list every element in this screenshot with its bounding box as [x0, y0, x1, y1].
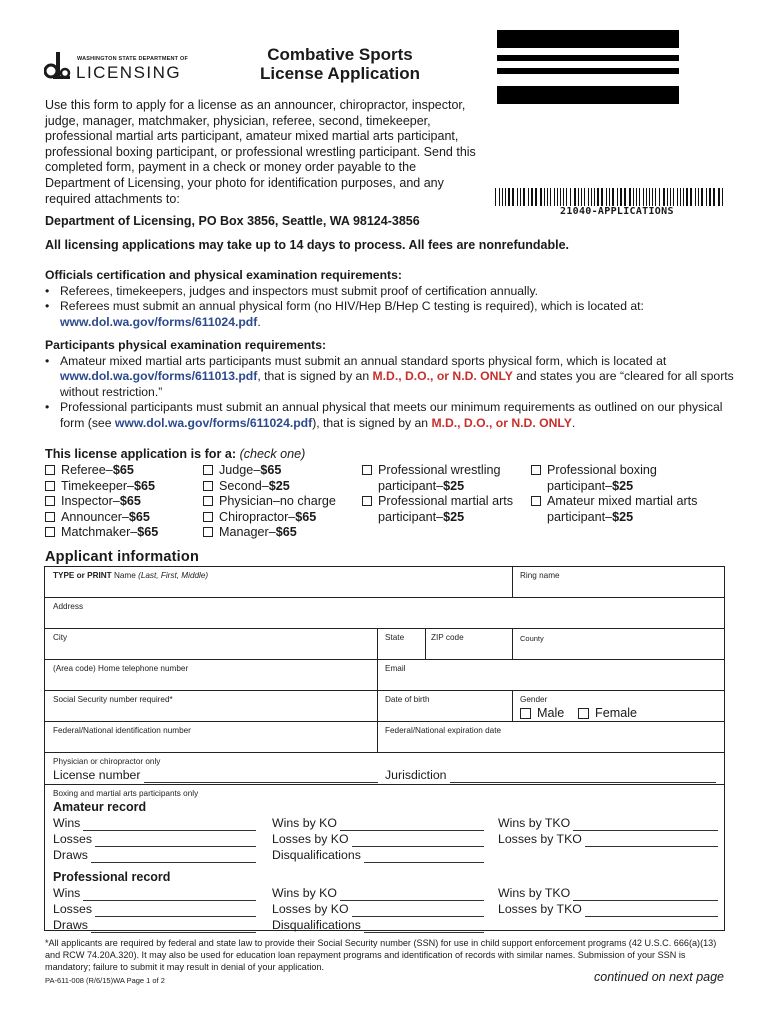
option-name: Matchmaker–	[61, 525, 138, 539]
female-label: Female	[595, 706, 637, 720]
option-fee: $65	[275, 525, 297, 539]
barcode-bar	[578, 188, 579, 206]
option-fee: $65	[112, 463, 134, 477]
barcode-bar	[554, 188, 555, 206]
license-option[interactable]	[203, 525, 353, 541]
barcode-bar	[706, 188, 707, 206]
male-checkbox[interactable]	[520, 708, 531, 719]
barcode-bar	[520, 188, 521, 206]
amateur-record-field[interactable]	[53, 815, 256, 831]
barcode-bar	[560, 188, 561, 206]
option-fee: $65	[260, 463, 282, 477]
license-col-4	[531, 463, 721, 525]
officials-bullet-1-text: Referees, timekeepers, judges and inspectors must submit proof of certification annually.	[60, 283, 539, 298]
intro-paragraph: Use this form to apply for a license as an announcer, chiropractor, inspector, judge, manager, matchmaker, physician, referee, second, timekeeper, professional martial arts participant, amateur mixed martial arts participant, professional boxing participant, or professional wrestling participant. Send this completed form, payment in a check or money order payable to the Department of Licensing, your photo for identification purposes, and any required attachments to:	[45, 98, 476, 206]
license-option[interactable]	[362, 494, 522, 525]
continued-note: continued on next page	[594, 970, 724, 984]
participants-bullet-1-text	[60, 354, 740, 401]
professional-record-line[interactable]	[352, 905, 484, 917]
option-checkbox[interactable]	[531, 465, 541, 475]
participants-b1-red: M.D., D.O., or N.D. ONLY	[372, 369, 513, 383]
professional-record-line[interactable]	[585, 905, 718, 917]
barcode-bar	[581, 188, 582, 206]
amateur-record-line[interactable]	[95, 835, 256, 847]
barcode-bar	[683, 188, 684, 206]
barcode-bar	[512, 188, 514, 206]
option-name: Professional wrestling	[378, 463, 501, 477]
barcode-bar	[540, 188, 542, 206]
gender-female-option[interactable]	[578, 706, 637, 722]
barcode-bar	[606, 188, 607, 206]
form-rule	[44, 628, 725, 629]
amateur-record-field[interactable]	[272, 815, 484, 831]
option-fee: $25	[612, 509, 634, 524]
option-participant: participant–	[378, 509, 444, 524]
barcode-bar	[698, 188, 699, 206]
option-name: Professional martial arts	[378, 494, 514, 508]
black-bar-2	[497, 55, 679, 61]
participants-b2-red: M.D., D.O., or N.D. ONLY	[431, 415, 572, 430]
professional-record-label: Draws	[53, 918, 88, 932]
professional-record-field[interactable]	[53, 901, 256, 917]
participants-bullet-2: • Professional participants must submit an annual physical that meets our minimum requirements as outlined on our physical form (see www.dol.wa.gov/forms/611024.pdf), that is signed by an M.D., D.O., or N.D. ONLY.	[45, 400, 740, 431]
logo-word: LICENSING	[76, 63, 182, 82]
barcode-bar	[718, 188, 720, 206]
participants-heading: Participants physical examination requirements:	[45, 338, 327, 352]
amateur-record-label: Wins by KO	[272, 816, 337, 830]
option-participant: participant–	[378, 478, 444, 493]
professional-record-label: Losses by KO	[272, 902, 349, 916]
officials-bullet-2-text	[60, 299, 644, 330]
jurisdiction-field[interactable]	[385, 767, 716, 783]
barcode-bar	[663, 188, 665, 206]
license-option[interactable]	[45, 479, 195, 495]
barcode-bar	[667, 188, 668, 206]
option-name: Timekeeper–	[61, 478, 135, 493]
option-label	[61, 463, 134, 479]
jurisdiction-label: Jurisdiction	[385, 768, 447, 782]
barcode-bar	[649, 188, 650, 206]
barcode-bar	[517, 188, 518, 206]
option-label	[219, 510, 316, 526]
amateur-record-heading: Amateur record	[53, 800, 147, 814]
barcode-bar	[659, 188, 660, 206]
agency-name: WASHINGTON STATE DEPARTMENT OF	[77, 56, 189, 62]
form-divider	[512, 566, 513, 597]
amateur-record-field[interactable]	[53, 831, 256, 847]
barcode-bar	[686, 188, 688, 206]
option-name: Announcer–	[61, 509, 129, 524]
professional-record-line[interactable]	[573, 889, 718, 901]
option-checkbox[interactable]	[45, 481, 55, 491]
barcode-bar	[594, 188, 595, 206]
professional-record-col-2	[272, 885, 484, 933]
barcode-bar	[646, 188, 647, 206]
amateur-record-label: Wins by TKO	[498, 816, 571, 830]
officials-bullet-1: • Referees, timekeepers, judges and inspectors must submit proof of certification annually.	[45, 283, 539, 298]
boxing-only-label: Boxing and martial arts participants only	[53, 789, 199, 798]
barcode-bar	[636, 188, 637, 206]
barcode-bar	[673, 188, 674, 206]
option-label	[61, 525, 158, 541]
officials-bullet-2: • Referees must submit an annual physical form (no HIV/Hep B/Hep C testing is required), which is located at: www.dol.wa.gov/forms/611024.pdf.	[45, 299, 644, 329]
barcode-bar	[709, 188, 711, 206]
officials-heading: Officials certification and physical examination requirements:	[45, 268, 402, 282]
barcode-bar	[584, 188, 585, 206]
barcode-bar	[591, 188, 592, 206]
professional-record-line[interactable]	[95, 905, 256, 917]
option-label	[61, 510, 150, 526]
license-option[interactable]	[362, 463, 522, 494]
form-divider	[425, 628, 426, 659]
form-divider	[377, 628, 378, 752]
city-field[interactable]: City	[53, 633, 68, 642]
barcode-bar	[535, 188, 537, 206]
option-name-line2	[378, 479, 501, 495]
barcode-bar	[495, 188, 496, 206]
barcode-bar	[557, 188, 558, 206]
barcode-bar	[617, 188, 618, 206]
professional-record-line[interactable]	[91, 921, 256, 933]
professional-record-label: Wins by TKO	[498, 886, 571, 900]
officials-bullet-2-end: .	[257, 314, 261, 329]
barcode-bar	[508, 188, 510, 206]
barcode-bar	[624, 188, 626, 206]
applicant-heading: Applicant information	[45, 549, 200, 565]
option-name: Chiropractor–	[219, 509, 296, 524]
option-checkbox[interactable]	[203, 527, 213, 537]
barcode-bar	[528, 188, 529, 206]
professional-record-heading: Professional record	[53, 870, 171, 884]
amateur-record-label: Disqualifications	[272, 848, 361, 862]
barcode-bar	[701, 188, 703, 206]
form-rule	[44, 752, 725, 753]
amateur-physical-form-link[interactable]: www.dol.wa.gov/forms/611013.pdf	[60, 369, 258, 383]
option-participant: participant–	[547, 509, 613, 524]
license-number-line[interactable]	[144, 771, 379, 783]
name-label-bold: TYPE or PRINT	[53, 571, 112, 580]
participants-bullet-1: • Amateur mixed martial arts participants must submit an annual standard sports physical form, which is located at www.dol.wa.gov/forms/611013.pdf, that is signed by an M.D., D.O., or N.D. ONLY and states you are “cleared for all sports without restriction.”	[45, 354, 740, 401]
option-name: Judge–	[219, 463, 261, 477]
county-field[interactable]: County	[520, 634, 544, 643]
license-option[interactable]	[203, 494, 353, 510]
option-label	[61, 494, 141, 510]
ssn-field[interactable]: Social Security number required*	[53, 695, 173, 704]
participants-b1-a: Amateur mixed martial arts participants must submit an annual standard sports physical form, which is located at	[60, 353, 667, 368]
license-option[interactable]	[45, 494, 195, 510]
option-checkbox[interactable]	[203, 496, 213, 506]
option-fee: $65	[119, 494, 141, 508]
barcode-bar	[563, 188, 564, 206]
license-option[interactable]	[531, 494, 721, 525]
option-fee: $25	[443, 478, 465, 493]
form-title-line1: Combative Sports	[267, 45, 413, 64]
barcode-bar	[680, 188, 681, 206]
barcode-bar	[655, 188, 656, 206]
professional-record-label: Disqualifications	[272, 918, 361, 932]
address-field[interactable]: Address	[53, 602, 84, 611]
option-checkbox[interactable]	[531, 496, 541, 506]
professional-record-field[interactable]	[272, 901, 484, 917]
license-option[interactable]	[45, 463, 195, 479]
option-label	[378, 494, 513, 525]
amateur-record-line[interactable]	[585, 835, 718, 847]
dob-field[interactable]: Date of birth	[385, 695, 430, 704]
option-name: Referee–	[61, 463, 113, 477]
professional-record-label: Losses by TKO	[498, 902, 582, 916]
barcode-bar	[690, 188, 692, 206]
option-name: Physician–	[219, 494, 280, 508]
amateur-record-label: Losses by TKO	[498, 832, 582, 846]
barcode-label: 21040-APPLICATIONS	[560, 206, 674, 217]
amateur-record-col-1	[53, 815, 256, 863]
barcode-bar	[523, 188, 525, 206]
participants-b1-b: , that is signed by an	[257, 369, 370, 383]
amateur-record-line[interactable]	[83, 819, 256, 831]
license-type-heading-text: This license application is for a:	[45, 447, 237, 461]
option-name: Inspector–	[61, 494, 120, 508]
amateur-record-field[interactable]	[272, 831, 484, 847]
email-field[interactable]: Email	[385, 664, 406, 673]
option-checkbox[interactable]	[203, 481, 213, 491]
participants-b1-c: and states you are “cleared for all sports without restriction.”	[60, 369, 734, 399]
amateur-record-line[interactable]	[364, 851, 484, 863]
option-label	[219, 525, 297, 541]
license-col-1	[45, 463, 195, 541]
barcode-bar	[639, 188, 640, 206]
amateur-record-field[interactable]	[272, 847, 484, 863]
option-label	[219, 479, 290, 495]
option-fee: $65	[128, 509, 150, 524]
barcode-bar	[629, 188, 631, 206]
professional-record-field[interactable]	[53, 917, 256, 933]
zip-field[interactable]: ZIP code	[431, 633, 464, 642]
fed-id-field[interactable]: Federal/National identification number	[53, 726, 191, 735]
option-checkbox[interactable]	[203, 512, 213, 522]
barcode-bar	[620, 188, 622, 206]
barcode-bar	[566, 188, 567, 206]
option-name: Second–	[219, 478, 269, 493]
amateur-record-line[interactable]	[352, 835, 484, 847]
form-rule	[44, 784, 725, 785]
processing-note: All licensing applications may take up to 14 days to process. All fees are nonrefundable.	[45, 238, 569, 252]
barcode-bar	[713, 188, 715, 206]
option-fee: $65	[134, 478, 156, 493]
barcode-bar	[601, 188, 603, 206]
amateur-record-line[interactable]	[340, 819, 484, 831]
barcode-bar	[722, 188, 723, 206]
fed-expiration-field[interactable]: Federal/National expiration date	[385, 726, 502, 735]
amateur-record-label: Losses	[53, 832, 92, 846]
barcode-bar	[531, 188, 533, 206]
professional-record-line[interactable]	[340, 889, 484, 901]
mailing-address: Department of Licensing, PO Box 3856, Seattle, WA 98124-3856	[45, 214, 420, 228]
amateur-record-field[interactable]	[498, 831, 718, 847]
amateur-record-label: Wins	[53, 816, 81, 830]
amateur-record-label: Draws	[53, 848, 88, 862]
option-name: Manager–	[219, 525, 276, 539]
barcode-bar	[633, 188, 634, 206]
participants-b2-b: ), that is signed by an	[312, 415, 429, 430]
barcode-bar	[643, 188, 644, 206]
professional-record-field[interactable]	[272, 917, 484, 933]
form-rule	[44, 690, 725, 691]
option-name-line2	[547, 510, 697, 526]
barcode-bar	[677, 188, 678, 206]
gender-male-option[interactable]	[520, 706, 564, 722]
form-rule	[44, 659, 725, 660]
barcode	[495, 188, 727, 206]
license-option[interactable]	[531, 463, 721, 494]
physician-only-label: Physician or chiropractor only	[53, 757, 161, 766]
form-id: PA-611-008 (R/6/15)WA Page 1 of 2	[45, 976, 165, 985]
license-option[interactable]	[203, 510, 353, 526]
option-label	[219, 463, 281, 479]
participants-b2-c: .	[571, 415, 576, 430]
option-checkbox[interactable]	[45, 465, 55, 475]
name-field[interactable]	[53, 571, 208, 580]
amateur-record-col-3	[498, 815, 718, 847]
option-label	[219, 494, 336, 510]
option-fee: no charge	[279, 494, 336, 508]
barcode-bar	[505, 188, 506, 206]
option-participant: participant–	[547, 478, 613, 493]
barcode-bar	[550, 188, 551, 206]
option-name-line2	[547, 479, 657, 495]
option-fee: $65	[137, 525, 159, 539]
name-label-note: (Last, First, Middle)	[138, 571, 209, 580]
barcode-bar	[597, 188, 599, 206]
state-field[interactable]: State	[385, 633, 405, 642]
jurisdiction-line[interactable]	[450, 771, 716, 783]
option-name-line2	[378, 510, 513, 526]
professional-record-field[interactable]	[498, 901, 718, 917]
option-checkbox[interactable]	[45, 496, 55, 506]
home-phone-field[interactable]: (Area code) Home telephone number	[53, 664, 189, 673]
referee-physical-form-link[interactable]: www.dol.wa.gov/forms/611024.pdf	[60, 314, 258, 329]
license-col-2	[203, 463, 353, 541]
name-label: Name	[113, 571, 136, 580]
license-type-heading-note: (check one)	[239, 447, 306, 461]
license-number-field[interactable]	[53, 767, 378, 783]
barcode-bar	[670, 188, 671, 206]
option-label	[547, 494, 697, 525]
professional-record-field[interactable]	[53, 885, 256, 901]
form-title	[230, 45, 450, 83]
gender-label: Gender	[520, 695, 548, 704]
female-checkbox[interactable]	[578, 708, 589, 719]
barcode-bar	[502, 188, 503, 206]
black-bar-3	[497, 68, 679, 74]
barcode-bar	[609, 188, 610, 206]
option-checkbox[interactable]	[45, 512, 55, 522]
barcode-bar	[499, 188, 500, 206]
participants-bullet-2-text	[60, 400, 740, 431]
barcode-bar	[574, 188, 576, 206]
ssn-footnote: *All applicants are required by federal and state law to provide their Social Security number (SSN) for use in child support enforcement programs (42 U.S.C. 666(a)(13) and RCW 74.20A.320). It may also be used for education loan repayment programs and identification of records with similar names. Submission of your SSN is mandatory; failure to submit it may result in denial of your application.	[45, 938, 717, 972]
professional-record-label: Wins by KO	[272, 886, 337, 900]
option-label	[547, 463, 657, 494]
officials-bullet-2-body: Referees must submit an annual physical form (no HIV/Hep B/Hep C testing is required), which is located at:	[60, 299, 644, 313]
license-option[interactable]	[203, 479, 353, 495]
option-fee: $25	[612, 478, 634, 493]
pro-physical-form-link[interactable]: www.dol.wa.gov/forms/611024.pdf	[114, 415, 313, 430]
amateur-record-label: Losses by KO	[272, 832, 349, 846]
license-option[interactable]	[45, 510, 195, 526]
barcode-bar	[695, 188, 696, 206]
option-fee: $25	[443, 509, 465, 524]
amateur-record-line[interactable]	[91, 851, 256, 863]
barcode-bar	[588, 188, 589, 206]
professional-record-line[interactable]	[83, 889, 256, 901]
license-option[interactable]	[203, 463, 353, 479]
option-checkbox[interactable]	[45, 527, 55, 537]
amateur-record-col-2	[272, 815, 484, 863]
barcode-bar	[612, 188, 614, 206]
option-checkbox[interactable]	[203, 465, 213, 475]
black-bar-1	[497, 30, 679, 48]
barcode-bar	[570, 188, 571, 206]
option-label	[61, 479, 155, 495]
option-label	[378, 463, 501, 494]
participants-b2-a: Professional participants must submit an annual physical that meets our minimum requirements as outlined on our physical form (see	[60, 400, 723, 430]
form-divider	[512, 690, 513, 721]
license-col-3	[362, 463, 522, 525]
dol-logo-mark	[44, 52, 72, 80]
license-option[interactable]	[45, 525, 195, 541]
professional-record-label: Wins	[53, 886, 81, 900]
form-rule	[44, 597, 725, 598]
amateur-record-field[interactable]	[498, 815, 718, 831]
professional-record-col-1	[53, 885, 256, 933]
form-title-line2: License Application	[260, 64, 420, 83]
amateur-record-field[interactable]	[53, 847, 256, 863]
black-bar-4	[497, 86, 679, 104]
professional-record-field[interactable]	[498, 885, 718, 901]
option-checkbox[interactable]	[362, 465, 372, 475]
barcode-bar	[544, 188, 545, 206]
option-checkbox[interactable]	[362, 496, 372, 506]
license-type-heading	[45, 447, 305, 461]
amateur-record-line[interactable]	[573, 819, 718, 831]
option-fee: $25	[268, 478, 290, 493]
participants-section	[45, 338, 740, 431]
option-name: Professional boxing	[547, 463, 657, 477]
professional-record-line[interactable]	[364, 921, 484, 933]
male-label: Male	[537, 706, 565, 720]
barcode-bar	[652, 188, 653, 206]
option-name: Amateur mixed martial arts	[547, 494, 698, 508]
barcode-bar	[547, 188, 548, 206]
professional-record-label: Losses	[53, 902, 92, 916]
option-fee: $65	[295, 509, 317, 524]
professional-record-field[interactable]	[272, 885, 484, 901]
license-number-label: License number	[53, 768, 141, 782]
form-divider	[512, 628, 513, 659]
professional-record-col-3	[498, 885, 718, 917]
officials-section	[45, 268, 735, 330]
agency-logo	[44, 52, 194, 82]
ring-name-field[interactable]: Ring name	[520, 571, 560, 580]
